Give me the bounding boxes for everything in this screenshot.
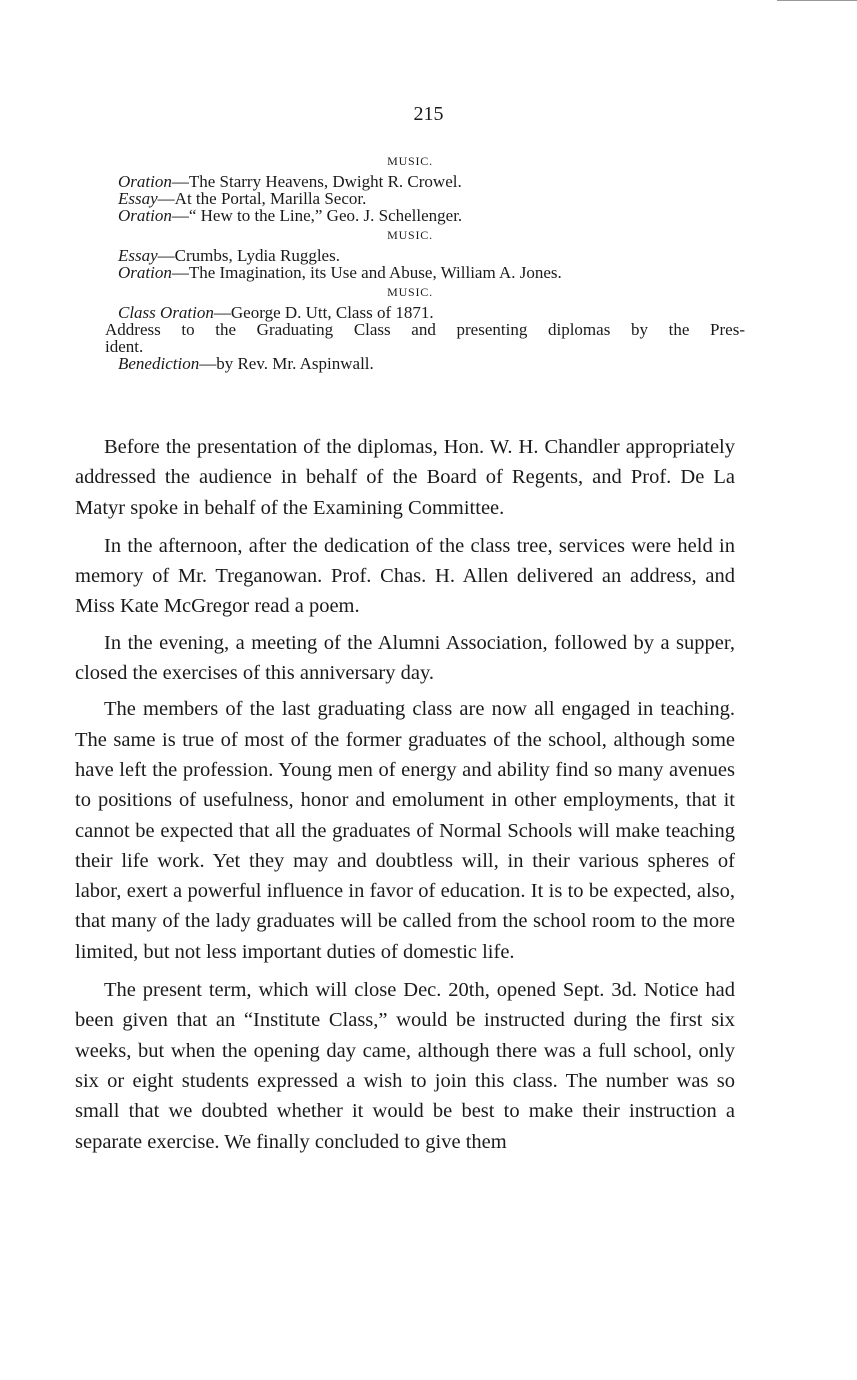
page-number: 215 bbox=[413, 103, 444, 125]
program-item-title: Class Oration bbox=[118, 303, 214, 322]
program-item-text: —by Rev. Mr. Aspinwall. bbox=[199, 354, 374, 373]
body-paragraph: Before the presentation of the diplomas, Hon. W. H. Chandler appropriately addressed the audience in behalf of the Board of Regents, and Prof. De La Matyr spoke in behalf of the Examining Committee. bbox=[75, 436, 735, 519]
music-label: MUSIC. bbox=[387, 154, 433, 168]
program-item bbox=[75, 355, 745, 372]
body-text bbox=[75, 432, 735, 1165]
program-item bbox=[75, 264, 745, 281]
program-item-text: —The Imagination, its Use and Abuse, William A. Jones. bbox=[171, 263, 562, 282]
program-item-text: —The Starry Heavens, Dwight R. Crowel. bbox=[171, 172, 462, 191]
program-item-title: Essay bbox=[118, 189, 158, 208]
music-label: MUSIC. bbox=[387, 285, 433, 299]
body-paragraph: In the evening, a meeting of the Alumni Association, followed by a supper, closed the exercises of this anniversary day. bbox=[75, 631, 735, 685]
program-address bbox=[75, 321, 745, 355]
program-item bbox=[75, 207, 745, 224]
program-item bbox=[75, 304, 745, 321]
body-paragraph: The present term, which will close Dec. 20th, opened Sept. 3d. Notice had been given that an “Institute Class,” would be instructed during the first six weeks, but when the opening day came, although there was a full school, only six or eight students expressed a wish to join this class. The number was so small that we doubted whether it would be best to make their instruction a separate exercise. We finally concluded to give them bbox=[75, 979, 735, 1153]
program-item bbox=[75, 247, 745, 264]
program-address-line: ident. bbox=[105, 337, 144, 356]
program-item-text: —George D. Utt, Class of 1871. bbox=[213, 303, 434, 322]
program-item-text: —Crumbs, Lydia Ruggles. bbox=[157, 246, 340, 265]
body-paragraph: In the afternoon, after the dedication of the class tree, services were held in memory of Mr. Treganowan. Prof. Chas. H. Allen delivered an address, and Miss Kate McGregor read a poem. bbox=[75, 534, 735, 618]
body-paragraph: The members of the last graduating class are now all engaged in teaching. The same is true of most of the former graduates of the school, although some have left the profession. Young men of energy and ability find so many avenues to positions of usefulness, honor and emolument in other employments, that it cannot be expected that all the graduates of Normal Schools will make teaching their life work. Yet they may and doubtless will, in their various spheres of labor, exert a powerful influence in favor of education. It is to be expected, also, that many of the lady graduates will be called from the school room to the more limited, but not less important duties of domestic life. bbox=[75, 698, 735, 963]
program-item-title: Oration bbox=[118, 172, 172, 191]
top-edge-rule bbox=[777, 0, 857, 1]
program-listing bbox=[75, 150, 745, 372]
program-item-title: Essay bbox=[118, 246, 158, 265]
program-item bbox=[75, 190, 745, 207]
program-item-text: —“ Hew to the Line,” Geo. J. Schellenger. bbox=[171, 206, 463, 225]
program-item bbox=[75, 173, 745, 190]
program-item-title: Oration bbox=[118, 206, 172, 225]
program-item-text: —At the Portal, Marilla Secor. bbox=[157, 189, 367, 208]
program-item-title: Benediction bbox=[118, 354, 200, 373]
program-address-line: Address to the Graduating Class and presenting diplomas by the Pres- bbox=[105, 320, 745, 339]
music-label: MUSIC. bbox=[387, 228, 433, 242]
program-item-title: Oration bbox=[118, 263, 172, 282]
